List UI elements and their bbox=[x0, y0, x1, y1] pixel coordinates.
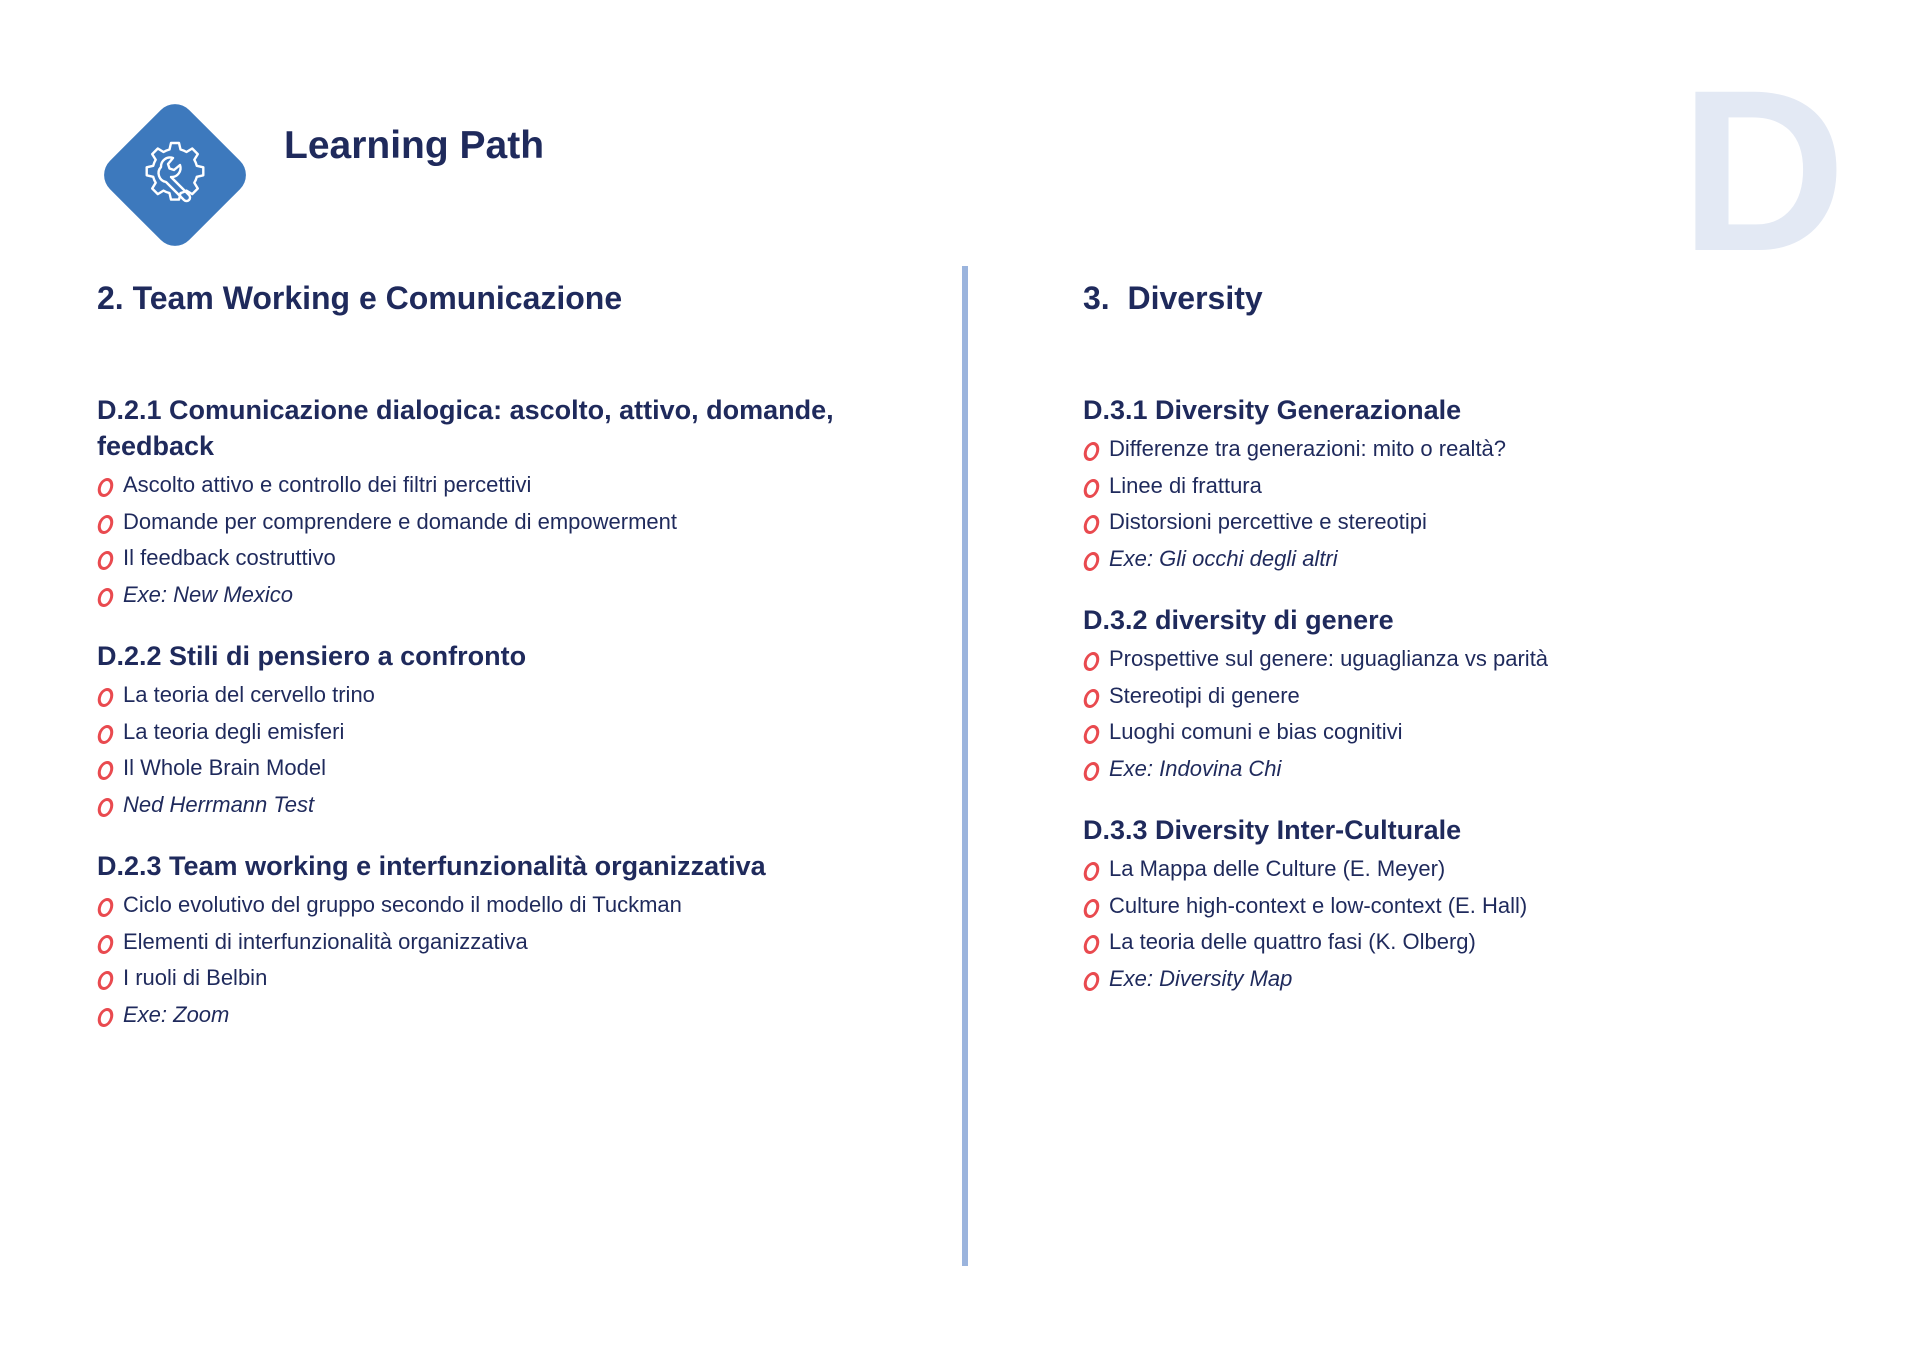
bullet-icon bbox=[96, 898, 115, 917]
list-item bbox=[1083, 924, 1823, 961]
logo bbox=[97, 97, 253, 253]
bullet-icon bbox=[96, 935, 115, 954]
bullet-icon bbox=[1082, 899, 1101, 918]
section bbox=[1083, 812, 1823, 997]
topic-list bbox=[1083, 851, 1823, 997]
item-text: Stereotipi di genere bbox=[1109, 682, 1300, 708]
bullet-icon bbox=[96, 688, 115, 707]
topic-list bbox=[97, 467, 837, 613]
list-item bbox=[97, 467, 837, 504]
item-text: Ciclo evolutivo del gruppo secondo il modello di Tuckman bbox=[123, 892, 682, 917]
bullet-icon bbox=[96, 761, 115, 780]
left-column bbox=[97, 278, 837, 1058]
topic-list bbox=[1083, 641, 1823, 787]
list-item bbox=[97, 504, 837, 541]
bullet-icon bbox=[96, 551, 115, 570]
bullet-icon bbox=[96, 1008, 115, 1027]
right-column bbox=[1083, 278, 1823, 1022]
bullet-icon bbox=[1082, 935, 1101, 954]
list-item bbox=[1083, 714, 1823, 751]
bullet-icon bbox=[1082, 972, 1101, 991]
list-item bbox=[97, 677, 837, 714]
bullet-icon bbox=[1082, 862, 1101, 881]
section-title: D.2.3 Team working e interfunzionalità organizzativa bbox=[97, 851, 766, 881]
list-item bbox=[1083, 504, 1823, 541]
bullet-icon bbox=[96, 798, 115, 817]
section-title: D.2.1 Comunicazione dialogica: ascolto, attivo, domande, feedback bbox=[97, 395, 834, 461]
list-item bbox=[97, 887, 837, 924]
topic-list bbox=[97, 887, 837, 1033]
section-title: D.3.1 Diversity Generazionale bbox=[1083, 395, 1462, 425]
list-item bbox=[1083, 888, 1823, 925]
item-text: Exe: Indovina Chi bbox=[1109, 755, 1282, 781]
item-text: Differenze tra generazioni: mito o realtà? bbox=[1109, 436, 1507, 461]
list-item bbox=[1083, 678, 1823, 715]
section bbox=[1083, 392, 1823, 577]
item-text: Culture high-context e low-context (E. Hall) bbox=[1109, 892, 1528, 918]
section bbox=[97, 638, 837, 823]
item-text: Prospettive sul genere: uguaglianza vs parità bbox=[1109, 646, 1549, 671]
section bbox=[1083, 602, 1823, 787]
bullet-icon bbox=[1082, 689, 1101, 708]
item-text: I ruoli di Belbin bbox=[123, 965, 268, 990]
gear-wrench-icon bbox=[133, 133, 217, 217]
column-title: 3. Diversity bbox=[1083, 280, 1263, 316]
bullet-icon bbox=[1082, 652, 1101, 671]
sections-list bbox=[97, 392, 837, 1033]
section bbox=[97, 848, 837, 1033]
bullet-icon bbox=[1082, 725, 1101, 744]
exercise-item bbox=[1083, 751, 1823, 788]
list-item bbox=[97, 924, 837, 961]
item-text: Distorsioni percettive e stereotipi bbox=[1109, 509, 1427, 534]
section-title: D.3.2 diversity di genere bbox=[1083, 605, 1394, 635]
exercise-item bbox=[1083, 541, 1823, 578]
bullet-icon bbox=[96, 478, 115, 497]
bullet-icon bbox=[1082, 515, 1101, 534]
page-title: Learning Path bbox=[284, 124, 545, 167]
section-letter: D bbox=[1680, 42, 1847, 299]
item-text: Ascolto attivo e controllo dei filtri percettivi bbox=[123, 472, 532, 497]
item-text: Linee di frattura bbox=[1109, 472, 1262, 498]
item-text: Il Whole Brain Model bbox=[123, 755, 326, 780]
item-text: Exe: Diversity Map bbox=[1109, 965, 1293, 991]
topic-list bbox=[97, 677, 837, 823]
item-text: Ned Herrmann Test bbox=[123, 791, 315, 817]
item-text: Exe: Gli occhi degli altri bbox=[1109, 545, 1338, 571]
item-text: La Mappa delle Culture (E. Meyer) bbox=[1109, 856, 1446, 881]
exercise-item bbox=[97, 577, 837, 614]
exercise-item bbox=[97, 787, 837, 824]
bullet-icon bbox=[96, 515, 115, 534]
list-item bbox=[97, 540, 837, 577]
exercise-item bbox=[97, 997, 837, 1034]
list-item bbox=[1083, 641, 1823, 678]
list-item bbox=[97, 750, 837, 787]
column-title: 2. Team Working e Comunicazione bbox=[97, 280, 623, 316]
item-text: Exe: New Mexico bbox=[123, 581, 293, 607]
bullet-icon bbox=[96, 588, 115, 607]
item-text: La teoria degli emisferi bbox=[123, 718, 345, 744]
sections-list bbox=[1083, 392, 1823, 997]
section-title: D.2.2 Stili di pensiero a confronto bbox=[97, 641, 527, 671]
column-divider bbox=[962, 266, 968, 1266]
exercise-item bbox=[1083, 961, 1823, 998]
bullet-icon bbox=[1082, 479, 1101, 498]
section bbox=[97, 392, 837, 613]
section-title: D.3.3 Diversity Inter-Culturale bbox=[1083, 815, 1462, 845]
item-text: La teoria delle quattro fasi (K. Olberg) bbox=[1109, 929, 1476, 954]
bullet-icon bbox=[96, 971, 115, 990]
item-text: Exe: Zoom bbox=[123, 1001, 230, 1027]
bullet-icon bbox=[1082, 552, 1101, 571]
bullet-icon bbox=[96, 725, 115, 744]
list-item bbox=[97, 714, 837, 751]
item-text: Il feedback costruttivo bbox=[123, 545, 336, 570]
topic-list bbox=[1083, 431, 1823, 577]
bullet-icon bbox=[1082, 442, 1101, 461]
item-text: Elementi di interfunzionalità organizzativa bbox=[123, 928, 528, 954]
item-text: Domande per comprendere e domande di empowerment bbox=[123, 508, 677, 534]
list-item bbox=[97, 960, 837, 997]
item-text: La teoria del cervello trino bbox=[123, 682, 375, 707]
item-text: Luoghi comuni e bias cognitivi bbox=[1109, 719, 1403, 744]
list-item bbox=[1083, 851, 1823, 888]
list-item bbox=[1083, 431, 1823, 468]
list-item bbox=[1083, 468, 1823, 505]
bullet-icon bbox=[1082, 762, 1101, 781]
